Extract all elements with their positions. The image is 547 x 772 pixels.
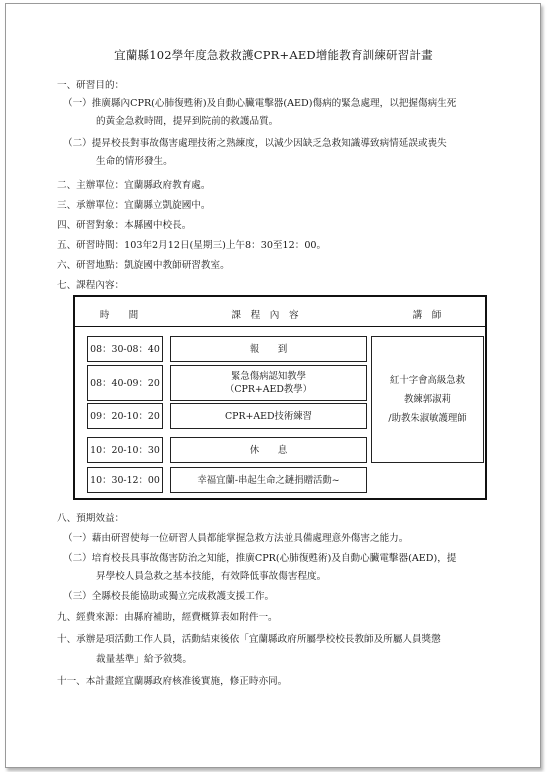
section-8-item-1: （一）藉由研習使每一位研習人員都能掌握急救方法並具備處理意外傷害之能力。 [63,533,409,544]
section-5: 五、研習時間：103年2月12日(星期三)上午8：30至12：00。 [57,240,327,251]
row-2-content-line-2: （CPR+AED教學） [224,384,313,395]
row-2-content [170,365,367,401]
section-1-item-1-line-1: （一）推廣縣內CPR(心肺復甦術)及自動心臟電擊器(AED)傷病的緊急處理，以把握傷病生死 [63,98,457,109]
row-2-content-line-1: 緊急傷病認知教學 [230,371,306,382]
row-1-time: 08：30-08：40 [87,336,163,362]
section-10-line-1: 十、承辦是項活動工作人員，活動結束後依「宜蘭縣政府所屬學校校長教師及所屬人員獎懲 [57,634,441,645]
lecturer-line-1: 紅十字會高級急救 [389,375,465,386]
section-8-item-2-line-1: （二）培育校長具事故傷害防治之知能，推廣CPR(心肺復甦術)及自動心臟電擊器(AED)，提 [63,553,457,564]
header-lecturer: 講 師 [412,310,442,321]
section-8-heading: 八、預期效益： [57,513,125,524]
section-9: 九、經費來源：由縣府補助，經費概算表如附件一。 [57,612,278,623]
row-4-content: 休 息 [170,437,367,463]
row-5-content: 幸福宜蘭-串起生命之鏈捐贈活動~ [170,467,367,493]
row-2-time: 08：40-09：20 [87,365,163,401]
lecturer-line-2: 教練郭淑莉 [404,394,451,405]
section-8-item-3: （三）全縣校長能協助或獨立完成救護支援工作。 [63,591,275,602]
schedule-table [73,295,487,500]
row-3-time: 09：20-10：20 [87,403,163,429]
page-title: 宜蘭縣102學年度急救救護CPR+AED增能教育訓練研習計畫 [114,48,433,62]
section-1-item-1-line-2: 的黃金急救時間，提昇到院前的救護品質。 [96,116,279,127]
section-3: 三、承辦單位：宜蘭縣立凱旋國中。 [57,200,211,211]
header-time: 時 間 [99,310,139,321]
section-1-item-2-line-1: （二）提昇校長對事故傷害處理技術之熟練度，以減少因缺乏急救知識導致病情延誤或喪失 [63,138,447,149]
section-1-heading: 一、研習目的： [57,80,125,91]
section-8-item-2-line-2: 昇學校人員急救之基本技能，有效降低事故傷害程度。 [96,571,327,582]
header-content: 課 程 內 容 [231,310,299,321]
section-2: 二、主辦單位：宜蘭縣政府教育處。 [57,180,211,191]
section-7-heading: 七、課程內容： [57,280,125,291]
row-1-content: 報 到 [170,336,367,362]
section-6: 六、研習地點：凱旋國中教師研習教室。 [57,260,230,271]
section-1-item-2-line-2: 生命的情形發生。 [96,156,173,167]
section-11: 十一、本計畫經宜蘭縣政府核准後實施，修正時亦同。 [57,676,288,687]
row-4-time: 10：20-10：30 [87,437,163,463]
header-divider [75,326,485,327]
section-10-line-2: 裁量基準」給予敘獎。 [96,654,192,665]
row-5-time: 10：30-12：00 [87,467,163,493]
row-3-content: CPR+AED技術練習 [170,403,367,429]
section-4: 四、研習對象：本縣國中校長。 [57,220,192,231]
lecturer-cell [371,336,484,463]
lecturer-line-3: /助教朱淑敏護理師 [388,413,467,424]
